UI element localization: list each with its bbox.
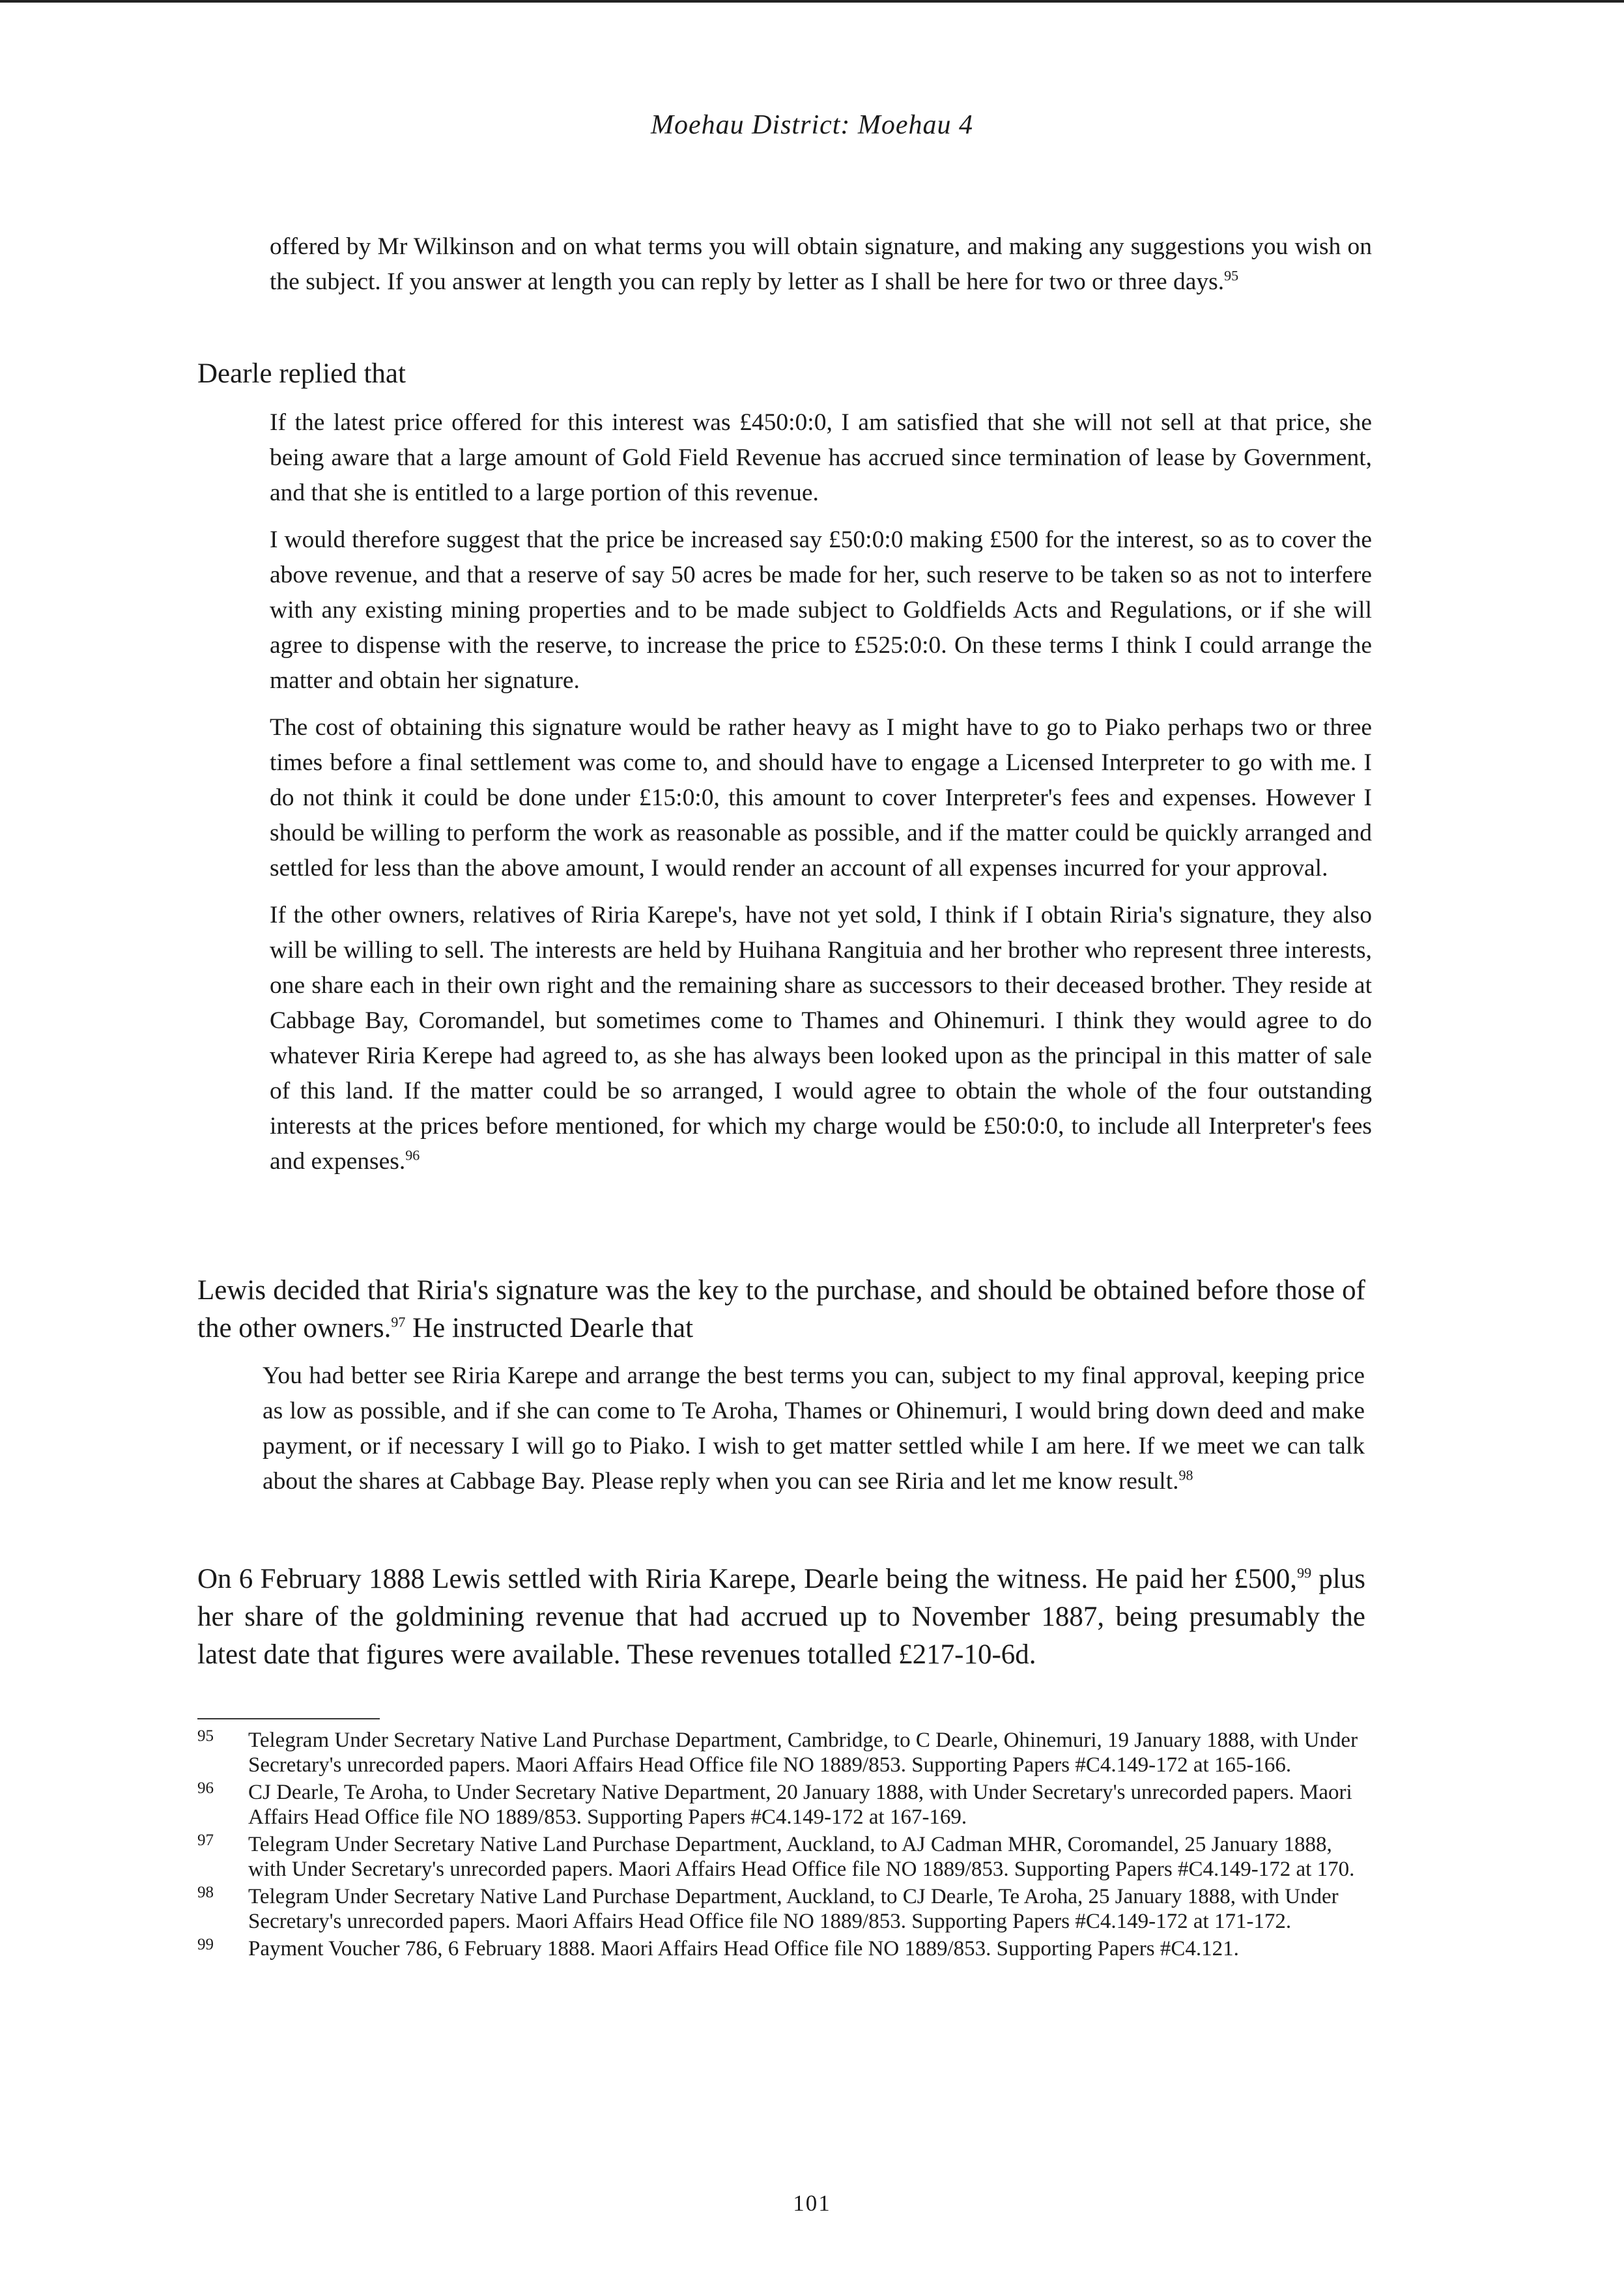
- footnote-text: CJ Dearle, Te Aroha, to Under Secretary Native Department, 20 January 1888, with Under Secretary's unrecorded papers. Maori Affairs Head Office file NO 1889/853. Supporting Papers #C4.149-172 at 167-169.: [248, 1781, 1352, 1829]
- block-quote-1: [270, 229, 1372, 311]
- footnote-text: Telegram Under Secretary Native Land Purchase Department, Cambridge, to C Dearle, Ohinemuri, 19 January 1888, with Under Secretary's unrecorded papers. Maori Affairs Head Office file NO 1889/853. Supporting Papers #C4.149-172 at 165-166.: [248, 1729, 1358, 1777]
- body-paragraph: Lewis decided that Riria's signature was the key to the purchase, and should be obtained before those of the other owners.$^{97}$ He instructed Dearle that: [197, 1275, 1365, 1343]
- running-header: Moehau District: Moehau 4: [650, 110, 974, 140]
- footnote-text: Telegram Under Secretary Native Land Purchase Department, Auckland, to AJ Cadman MHR, Coromandel, 25 January 1888, with Under Secretary's unrecorded papers. Maori Affairs Head Office file NO 1889/853. Supporting Papers #C4.149-172 at 170.: [248, 1833, 1355, 1881]
- block-quote-2: [270, 405, 1372, 1191]
- page-number: 101: [793, 2190, 831, 2216]
- footnote: [197, 1884, 1370, 1934]
- footnote: [197, 1728, 1370, 1777]
- footnote-number: 96: [197, 1779, 214, 1797]
- block-quote-3: [263, 1358, 1365, 1511]
- footnote-number: 99: [197, 1936, 214, 1953]
- footnote-ref: 96: [405, 1147, 420, 1164]
- quote-paragraph: You had better see Riria Karepe and arrange the best terms you can, subject to my final approval, keeping price as low as possible, and if she can come to Te Aroha, Thames or Ohinemuri, I would bring down deed and make payment, or if necessary I will go to Piako. I wish to get matter settled while I am here. If we meet we can talk about the shares at Cabbage Bay. Please reply when you can see Riria and let me know result.$^{98}$: [263, 1362, 1365, 1495]
- top-rule: [0, 0, 1624, 3]
- footnotes: [197, 1728, 1370, 1961]
- quote-paragraph: If the latest price offered for this interest was £450:0:0, I am satisfied that she will not sell at that price, she being aware that a large amount of Gold Field Revenue has accrued since termination of lease by Government, and that she is entitled to a large portion of this revenue.: [270, 409, 1372, 506]
- footnote-text: Payment Voucher 786, 6 February 1888. Maori Affairs Head Office file NO 1889/853. Supporting Papers #C4.121.: [248, 1937, 1239, 1960]
- footnote-ref: 98: [1178, 1467, 1193, 1484]
- quote-paragraph: The cost of obtaining this signature would be rather heavy as I might have to go to Piako perhaps two or three times before a final settlement was come to, and should have to engage a Licensed Interpreter to go with me. I do not think it could be done under £15:0:0, this amount to cover Interpreter's fees and expenses. However I should be willing to perform the work as reasonable as possible, and if the matter could be quickly arranged and settled for less than the above amount, I would render an account of all expenses incurred for your approval.: [270, 714, 1372, 882]
- footnote-ref: 99: [1297, 1564, 1312, 1581]
- footnote: [197, 1832, 1370, 1882]
- footnote-number: 97: [197, 1831, 214, 1849]
- footnote: [197, 1780, 1370, 1830]
- quote-paragraph: If the other owners, relatives of Riria Karepe's, have not yet sold, I think if I obtain Riria's signature, they also will be willing to sell. The interests are held by Huihana Rangituia and her brother who represent three interests, one share each in their own right and the remaining share as successors to their deceased brother. They reside at Cabbage Bay, Coromandel, but sometimes come to Thames and Ohinemuri. I think they would agree to do whatever Riria Kerepe had agreed to, as she has always been looked upon as the principal in this matter of sale of this land. If the matter could be so arranged, I would agree to obtain the whole of the four outstanding interests at the prices before mentioned, for which my charge would be £50:0:0, to include all Interpreter's fees and expenses.$^{96}$: [270, 902, 1372, 1175]
- footnote-text: Telegram Under Secretary Native Land Purchase Department, Auckland, to CJ Dearle, Te Aroha, 25 January 1888, with Under Secretary's unrecorded papers. Maori Affairs Head Office file NO 1889/853. Supporting Papers #C4.149-172 at 171-172.: [248, 1885, 1339, 1933]
- footnote-ref: 97: [391, 1314, 406, 1330]
- footnote-number: 98: [197, 1884, 214, 1901]
- footnote-divider: [197, 1718, 380, 1719]
- footnote-number: 95: [197, 1727, 214, 1745]
- body-paragraph: Dearle replied that: [197, 358, 406, 389]
- footnote-ref: 95: [1224, 267, 1239, 284]
- footnote: [197, 1936, 1370, 1961]
- body-paragraph: On 6 February 1888 Lewis settled with Riria Karepe, Dearle being the witness. He paid her £500,99 plus her share of the goldmining revenue that had accrued up to November 1887, being presumably the latest date that figures were available. These revenues totalled £217-10-6d.: [197, 1564, 1365, 1670]
- quote-paragraph: offered by Mr Wilkinson and on what terms you will obtain signature, and making any suggestions you wish on the subject. If you answer at length you can reply by letter as I shall be here for two or three days.$^{95}$: [270, 233, 1372, 295]
- quote-paragraph: I would therefore suggest that the price be increased say £50:0:0 making £500 for the interest, so as to cover the above revenue, and that a reserve of say 50 acres be made for her, such reserve to be taken so as not to interfere with any existing mining properties and to be made subject to Goldfields Acts and Regulations, or if she will agree to dispense with the reserve, to increase the price to £525:0:0. On these terms I think I could arrange the matter and obtain her signature.: [270, 526, 1372, 694]
